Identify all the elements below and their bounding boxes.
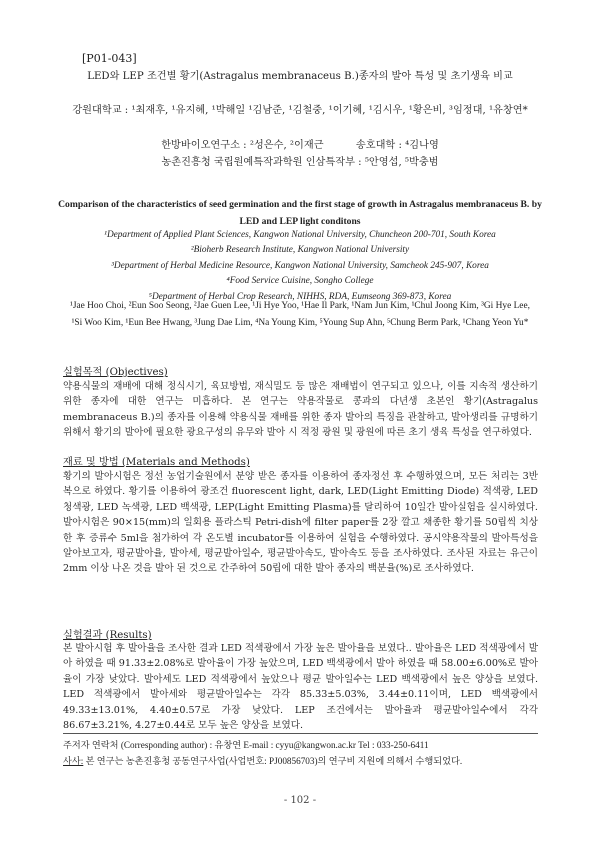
korean-title: LED와 LEP 조건별 황기(Astragalus membranaceus B.)종자의 발아 특성 및 초기생육 비교: [87, 71, 513, 82]
abstract-code: [P01-043]: [82, 52, 137, 65]
results-text: 본 발아시험 후 발아율을 조사한 결과 LED 적색광에서 가장 높은 발아율을 보였다.. 발아율은 LED 적색광에서 발아 하였을 때 91.33±2.08%로 발아율이 가장 높았으며, LED 백색광에서 발아 하였을 때 58.00±6.00%로 발아율이 가장 낮았다. 발아세도 LED 적색광에서 높았으나 평균 발아일수는 LED 백색광에서 높은 양상을 보였다. LED 적색광에서 발아세와 평균발아일수는 각각 85.33±5.03%, 3.44±0.11이며, LED 백색광에서 49.33±13.01%, 4.40±0.57로 가장 낮았다. LEP 조건에서는 발아율과 평균발아일수에서 각각 86.67±3.21%, 4.27±0.44로 모두 높은 양상을 보였다.: [63, 643, 538, 732]
objectives-heading: 실험목적 (Objectives): [63, 367, 168, 378]
korean-authors-line-1: 강원대학교 : ¹최재후, ¹유지혜, ¹박해일 ¹김남준, ¹김철중, ¹이기혜, ¹김시우, ¹황은비, ³임정대, ¹유창연*: [72, 105, 528, 116]
acknowledgement-label: 사사:: [63, 756, 84, 766]
affiliation-2: ²Bioherb Research Institute, Kangwon National University: [190, 245, 410, 256]
korean-authors: [60, 102, 540, 172]
objectives-text: 약용식물의 재배에 대해 정식시기, 육묘방법, 재식밀도 등 많은 재배법이 연구되고 있으나, 이를 지속적 생산하기 위한 종자에 대한 연구는 미흡하다. 본 연구는 약용작물로 콩과의 다년생 초본인 황기(Astragalus membranaceus B.)의 종자를 이용해 약용식물 재배를 위한 종자 발아의 특징을 관찰하고, 발아생리를 규명하기 위해서 황기의 발아에 필요한 광요구성의 유무와 발아 시 적정 광원 및 광원에 따른 초기 생육 특성을 연구하였다.: [63, 381, 538, 439]
affiliations: [55, 228, 545, 305]
corresponding-author: 주저자 연락처 (Corresponding author) : 유창연 E-mail : cyyu@kangwon.ac.kr Tel : 033-250-6411: [63, 740, 429, 750]
footer-rule: [63, 733, 538, 734]
affiliation-4: ⁴Food Service Cuisine, Songho College: [226, 276, 374, 287]
acknowledgement-text: 본 연구는 농촌진흥청 공동연구사업(사업번호: PJ00856703)의 연구비 지원에 의해서 수행되었다.: [83, 756, 463, 766]
page-number: - 102 -: [283, 795, 317, 806]
results-heading: 실험결과 (Results): [63, 630, 152, 641]
korean-authors-line-2: 한방바이오연구소 : ²성은수, ²이재근 송호대학 : ⁴김나영: [161, 139, 439, 151]
korean-authors-line-3: 농촌진흥청 국립원예특작과학원 인삼특작부 : ⁵안영섭, ⁵박충범: [161, 157, 439, 168]
affiliation-3: ³Department of Herbal Medicine Resource, Kangwon National University, Samcheok 245-907, Korea: [111, 260, 489, 271]
methods-text: 황기의 발아시험은 정선 농업기술원에서 분양 받은 종자를 이용하여 종자정선 후 수행하였으며, 모든 처리는 3반복으로 하였다. 황기를 이용하여 광조건 fluorescent light, dark, LED(Light Emitting Diode) 적색광, LED 청색광, LED 녹색광, LED 백색광, LEP(Light Emitting Plasma)를 달리하여 10일간 발아실험을 실시하였다. 발아시험은 90×15(mm)의 일회용 플라스틱 Petri-dish에 filter paper를 2장 깔고 채종한 황기를 50립씩 치상한 후 증류수 5ml을 첨가하여 각 온도별 incubator를 이용하여 실험을 수행하였다. 공시약용작물의 발아특성을 알아보고자, 평균발아율, 발아세, 평균발아일수, 평균발아속도, 발아속도 등을 조사하였다. 조사된 자료는 유근이 2mm 이상 나온 것을 발아 된 것으로 간주하여 50립에 대한 발아 종자의 백분율(%)로 조사하였다.: [63, 471, 538, 575]
english-title: Comparison of the characteristics of seed germination and the first stage of growth in Astragalus membranaceus B. by LED and LEP light conditons: [58, 199, 542, 227]
affiliation-5: ⁵Department of Herbal Crop Research, NIHHS, RDA, Eumseong 369-873, Korea: [148, 291, 452, 302]
acknowledgement: [63, 753, 543, 769]
affiliation-1: ¹Department of Applied Plant Sciences, Kangwon National University, Chuncheon 200-701, South Korea: [104, 230, 496, 240]
methods-heading: 재료 및 방법 (Materials and Methods): [63, 457, 250, 468]
english-authors: ¹Jae Hoo Choi, ²Eun Soo Seong, ²Jae Guen Lee, ¹Ji Hye Yoo, ¹Hae Il Park, ¹Nam Jun Kim, ¹Chul Joong Kim, ³Gi Hye Lee, ¹Si Woo Kim, ¹Eun Bee Hwang, ³Jung Dae Lim, ⁴Na Young Kim, ⁵Young Sup Ahn, ⁵Chung Berm Park, ¹Chang Yeon Yu*: [70, 301, 530, 328]
